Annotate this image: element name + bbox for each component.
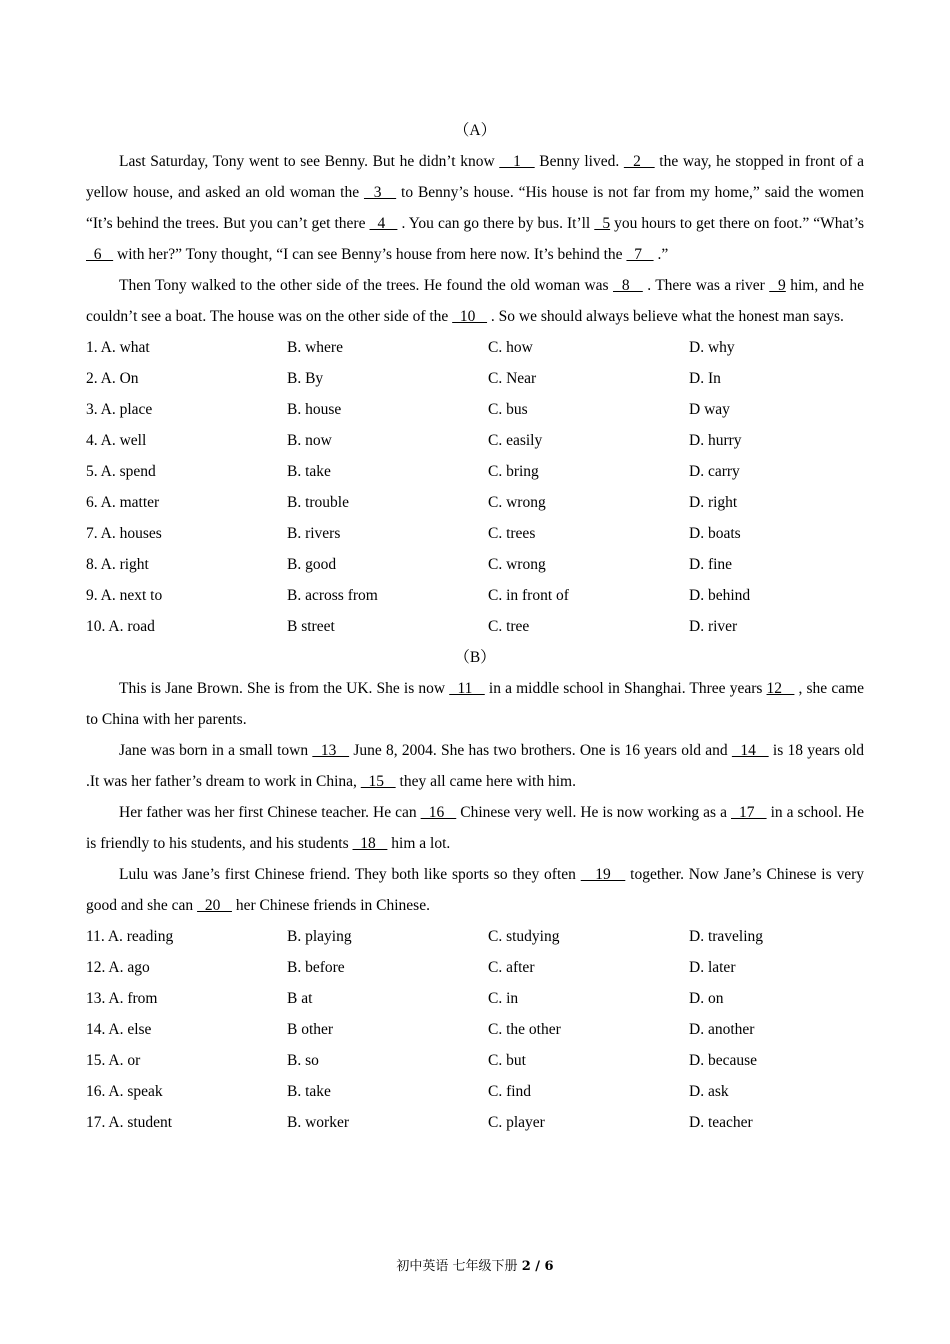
- option-row: 11. A. reading B. playing C. studying D. traveling: [86, 928, 764, 945]
- blank-8: 8: [613, 277, 643, 294]
- worksheet-page: [86, 115, 864, 1138]
- blank-9: 9: [769, 277, 786, 294]
- blank-1: 1: [499, 153, 535, 170]
- blank-4: 4: [369, 215, 398, 232]
- section-a-paragraph-1: Last Saturday, Tony went to see Benny. But he didn’t know 1 Benny lived. 2 the way, he stopped in front of a yellow house, and asked an old woman the 3 to Benny’s house. “His house is not far from my home,” said the women “It’s behind the trees. But you can’t get there 4 . You can go there by bus. It’ll 5 you hours to get there on foot.” “What’s 6 with her?” Tony thought, “I can see Benny’s house from here now. It’s behind the 7 .”: [86, 153, 865, 263]
- option-row: 1. A. what B. where C. how D. why: [86, 339, 735, 356]
- section-a-title: （A）: [453, 122, 497, 139]
- section-b-paragraph-2: Jane was born in a small town 13 June 8, 2004. She has two brothers. One is 16 years old and 14 is 18 years old .It was her father’s dream to work in China, 15 they all came here with him.: [86, 742, 865, 790]
- page-number: 2 / 6: [521, 1259, 554, 1274]
- option-row: 17. A. student B. worker C. player D. teacher: [86, 1114, 753, 1131]
- option-row: 9. A. next to B. across from C. in front of D. behind: [86, 587, 751, 604]
- section-b-paragraph-1: This is Jane Brown. She is from the UK. She is now 11 in a middle school in Shanghai. Three years 12 , she came to China with her parents.: [86, 680, 865, 728]
- blank-14: 14: [731, 742, 769, 759]
- blank-18: 18: [352, 835, 388, 852]
- option-row: 15. A. or B. so C. but D. because: [86, 1052, 757, 1069]
- blank-19: 19: [580, 866, 626, 883]
- blank-16: 16: [420, 804, 457, 821]
- section-a-paragraph-2: Then Tony walked to the other side of the trees. He found the old woman was 8 . There was a river 9 him, and he couldn’t see a boat. The house was on the other side of the 10 . So we should always believe what the honest man says.: [86, 277, 865, 325]
- option-row: 13. A. from B at C. in D. on: [86, 990, 724, 1007]
- blank-6: 6: [86, 246, 114, 263]
- option-row: 2. A. On B. By C. Near D. In: [86, 370, 721, 387]
- option-row: 10. A. road B street C. tree D. river: [86, 618, 738, 635]
- option-row: 14. A. else B other C. the other D. another: [86, 1021, 755, 1038]
- option-row: 6. A. matter B. trouble C. wrong D. right: [86, 494, 738, 511]
- option-row: 16. A. speak B. take C. find D. ask: [86, 1083, 729, 1100]
- section-b-paragraph-3: Her father was her first Chinese teacher. He can 16 Chinese very well. He is now working as a 17 in a school. He is friendly to his students, and his students 18 him a lot.: [86, 804, 864, 852]
- blank-17: 17: [731, 804, 767, 821]
- section-b-options: [86, 921, 864, 1138]
- option-row: 3. A. place B. house C. bus D way: [86, 401, 730, 418]
- blank-12: 12: [766, 680, 795, 697]
- blank-11: 11: [449, 680, 485, 697]
- blank-3: 3: [363, 184, 397, 201]
- option-row: 4. A. well B. now C. easily D. hurry: [86, 432, 742, 449]
- blank-13: 13: [312, 742, 350, 759]
- section-a-options: [86, 332, 864, 642]
- section-b-title: （B）: [454, 649, 496, 666]
- blank-20: 20: [197, 897, 232, 914]
- blank-10: 10: [452, 308, 488, 325]
- section-b-paragraph-4: Lulu was Jane’s first Chinese friend. They both like sports so they often 19 together. Now Jane’s Chinese is very good and she can 20 her Chinese friends in Chinese.: [86, 866, 864, 914]
- blank-15: 15: [360, 773, 396, 790]
- blank-2: 2: [623, 153, 655, 170]
- blank-5: 5: [594, 215, 611, 232]
- option-row: 5. A. spend B. take C. bring D. carry: [86, 463, 740, 480]
- blank-7: 7: [626, 246, 654, 263]
- option-row: 8. A. right B. good C. wrong D. fine: [86, 556, 733, 573]
- page-footer: [0, 1255, 950, 1274]
- option-row: 12. A. ago B. before C. after D. later: [86, 959, 736, 976]
- footer-text: 初中英语 七年级下册: [396, 1259, 522, 1274]
- option-row: 7. A. houses B. rivers C. trees D. boats: [86, 525, 741, 542]
